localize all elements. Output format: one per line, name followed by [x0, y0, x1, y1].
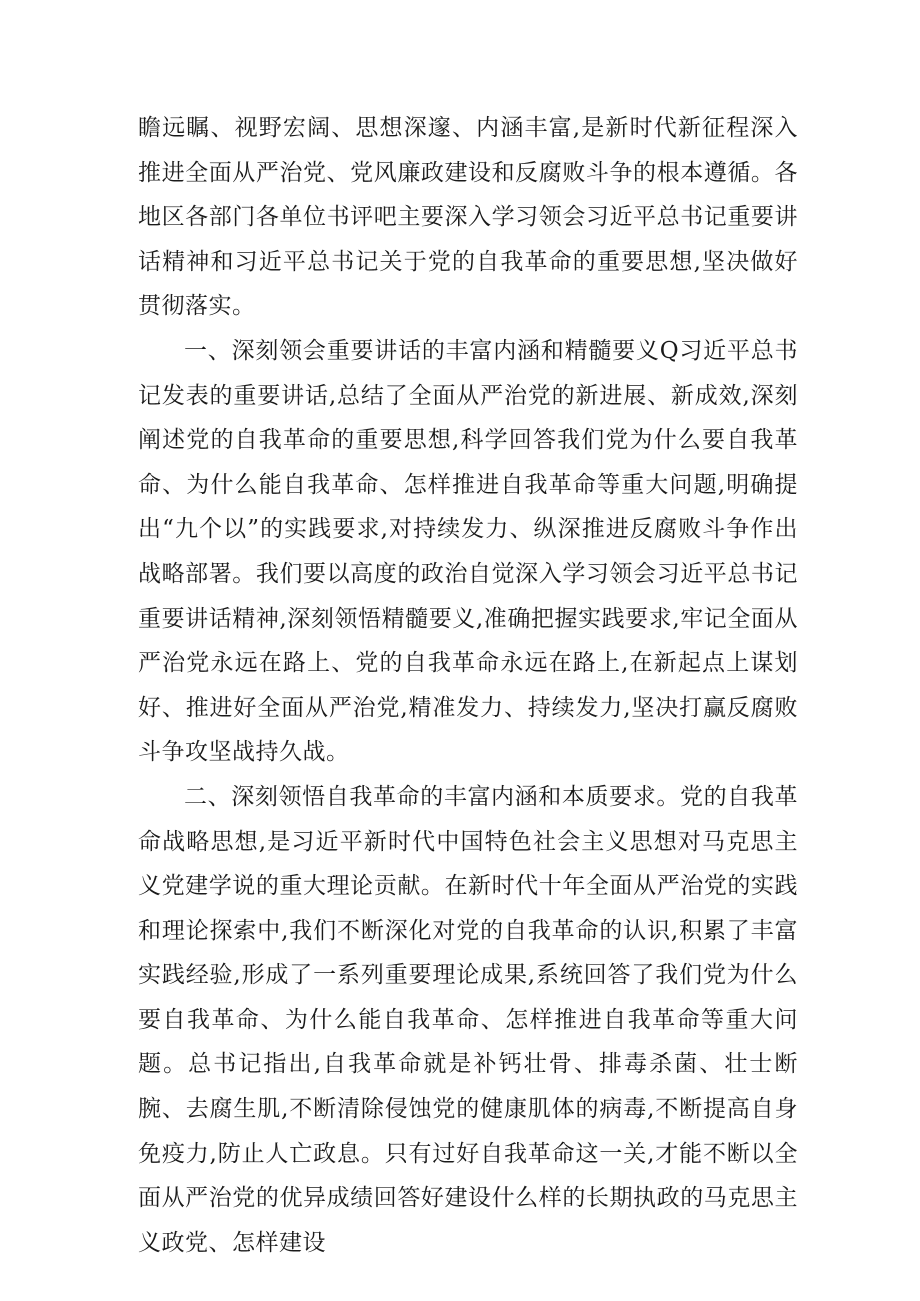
- paragraph-section-two: 二、深刻领悟自我革命的丰富内涵和本质要求。党的自我革命战略思想,是习近平新时代中国特色社会主义思想对马克思主义党建学说的重大理论贡献。在新时代十年全面从严治党的实践和理论探索中,我们不断深化对党的自我革命的认识,积累了丰富实践经验,形成了一系列重要理论成果,系统回答了我们党为什么要自我革命、为什么能自我革命、怎样推进自我革命等重大问题。总书记指出,自我革命就是补钙壮骨、排毒杀菌、壮士断腕、去腐生肌,不断清除侵蚀党的健康肌体的病毒,不断提高自身免疫力,防止人亡政息。只有过好自我革命这一关,才能不断以全面从严治党的优异成绩回答好建设什么样的长期执政的马克思主义政党、怎样建设: [138, 783, 798, 1256]
- paragraph-section-one: 一、深刻领会重要讲话的丰富内涵和精髓要义Q习近平总书记发表的重要讲话,总结了全面从严治党的新进展、新成效,深刻阐述党的自我革命的重要思想,科学回答我们党为什么要自我革命、为什么能自我革命、怎样推进自我革命等重大问题,明确提出“九个以”的实践要求,对持续发力、纵深推进反腐败斗争作出战略部署。我们要以高度的政治自觉深入学习领会习近平总书记重要讲话精神,深刻领悟精髓要义,准确把握实践要求,牢记全面从严治党永远在路上、党的自我革命永远在路上,在新起点上谋划好、推进好全面从严治党,精准发力、持续发力,坚决打赢反腐败斗争攻坚战持久战。: [138, 337, 798, 766]
- paragraph-continuation: 瞻远瞩、视野宏阔、思想深邃、内涵丰富,是新时代新征程深入推进全面从严治党、党风廉政建设和反腐败斗争的根本遵循。各地区各部门各单位书评吧主要深入学习领会习近平总书记重要讲话精神和习近平总书记关于党的自我革命的重要思想,坚决做好贯彻落实。: [138, 115, 798, 320]
- document-body: [138, 106, 798, 1265]
